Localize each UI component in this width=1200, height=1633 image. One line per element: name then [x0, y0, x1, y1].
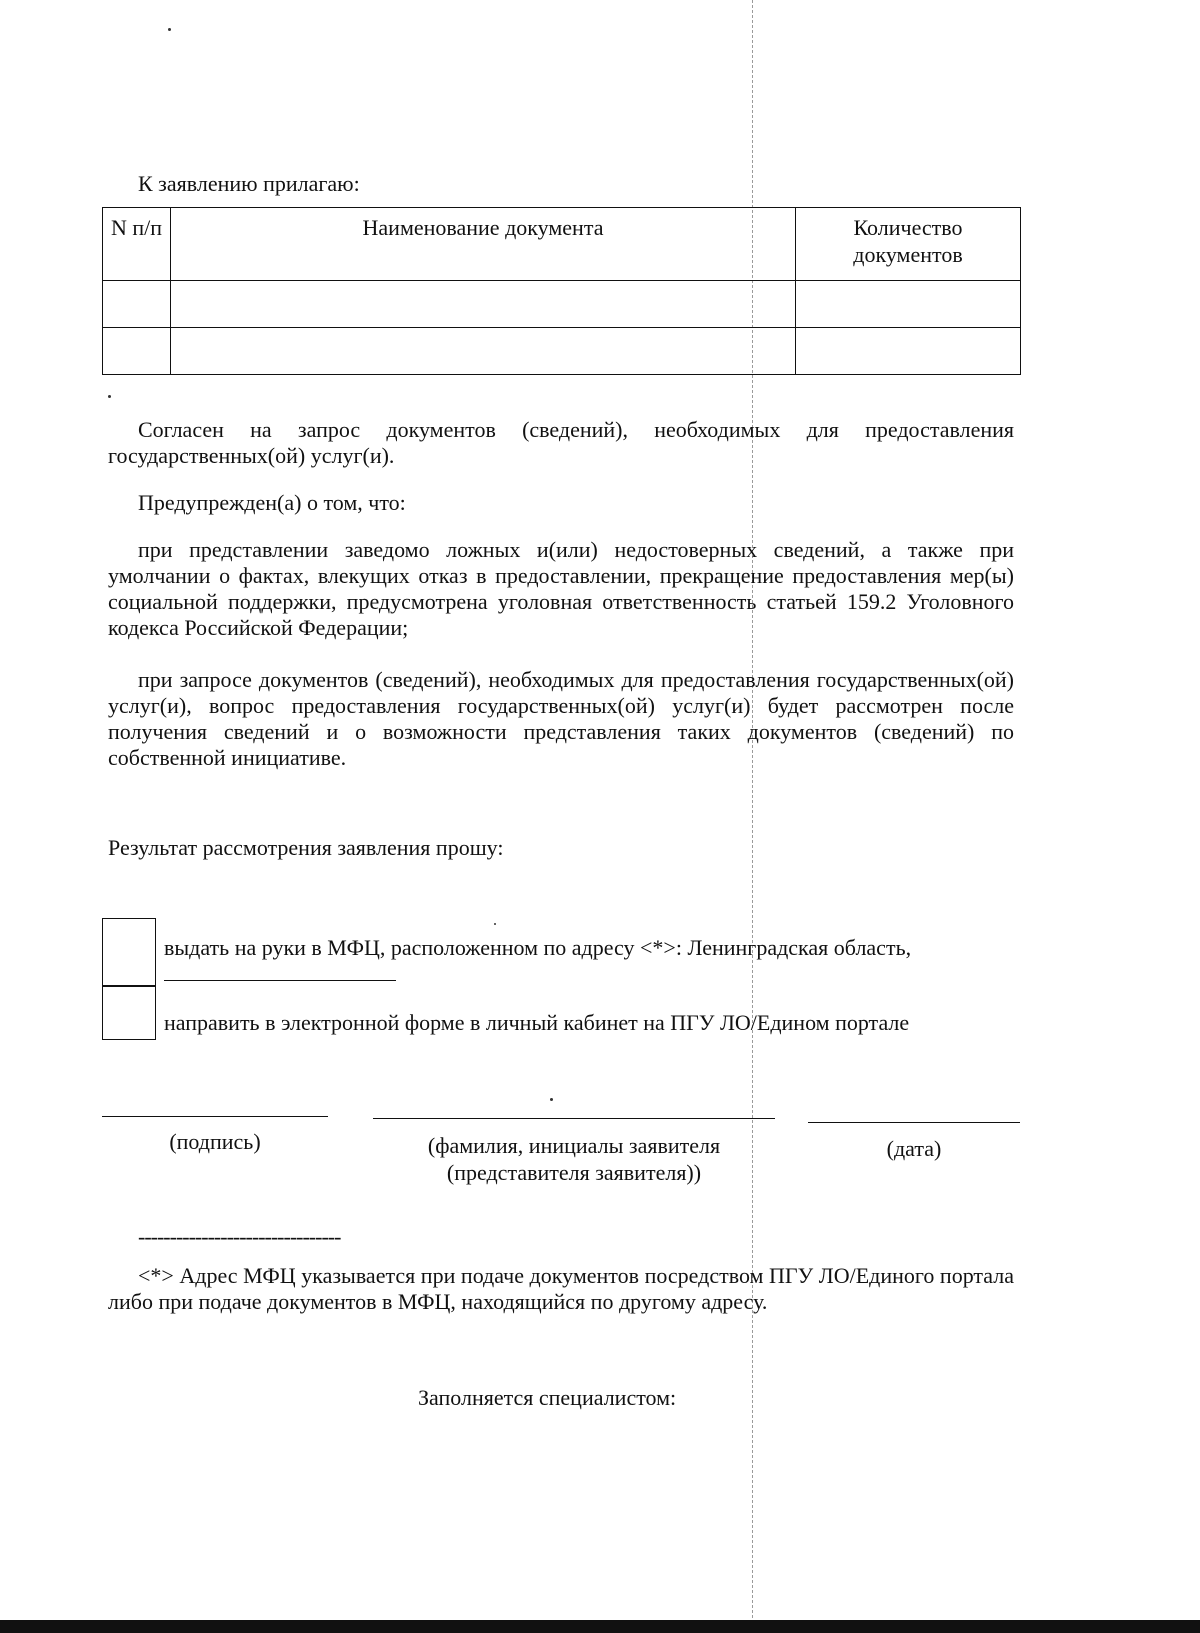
- specialist-heading: Заполняется специалистом:: [418, 1385, 677, 1410]
- header-document-name: Наименование документа: [171, 208, 796, 281]
- cell-num[interactable]: [103, 328, 171, 375]
- cell-count[interactable]: [796, 281, 1021, 328]
- signature-line[interactable]: [102, 1116, 328, 1117]
- date-line[interactable]: [808, 1122, 1020, 1123]
- scan-speck: [108, 395, 111, 398]
- table-header-row: [103, 208, 1021, 281]
- applicant-name-caption: [373, 1132, 775, 1186]
- cell-name[interactable]: [171, 281, 796, 328]
- warning-criminal-liability: при представлении заведомо ложных и(или) недостоверных сведений, а также при умолчании о фактах, влекущих отказ в предоставлении, прекращение предоставления мер(ы) социальной поддержки, предусмотрена уголовная ответственность статьей 159.2 Уголовного кодекса Российской Федерации;: [108, 537, 1014, 640]
- cell-count[interactable]: [796, 328, 1021, 375]
- applicant-name-caption-line1: (фамилия, инициалы заявителя: [427, 1133, 721, 1158]
- consent-paragraph: Согласен на запрос документов (сведений), необходимых для предоставления государственных(ой) услуг(и).: [108, 417, 1014, 468]
- footnote-text: <*> Адрес МФЦ указывается при подаче документов посредством ПГУ ЛО/Единого портала либо при подаче документов в МФЦ, находящийся по другому адресу.: [108, 1263, 1014, 1314]
- documents-table: [102, 207, 1021, 375]
- header-document-count: Количество документов: [796, 208, 1021, 281]
- scan-bottom-edge: [0, 1620, 1200, 1633]
- footnote-rule: --------------------------------: [138, 1224, 341, 1249]
- mfc-pickup-label: выдать на руки в МФЦ, расположенном по адресу <*>: Ленинградская область,: [164, 935, 912, 960]
- header-num: N п/п: [103, 208, 171, 281]
- table-row: [103, 328, 1021, 375]
- attach-heading: К заявлению прилагаю:: [138, 171, 360, 196]
- mfc-pickup-checkbox[interactable]: [102, 918, 156, 987]
- applicant-name-caption-line2: (представителя заявителя)): [446, 1160, 702, 1185]
- cell-num[interactable]: [103, 281, 171, 328]
- table-row: [103, 281, 1021, 328]
- applicant-name-line[interactable]: [373, 1118, 775, 1119]
- warning-document-request: при запросе документов (сведений), необходимых для предоставления государственных(ой) услуг(и), вопрос предоставления государственных(ой) услуг(и) будет рассмотрен после получения сведений и о возможности представления таких документов (сведений) по собственной инициативе.: [108, 667, 1014, 770]
- electronic-delivery-checkbox[interactable]: [102, 985, 156, 1040]
- cell-name[interactable]: [171, 328, 796, 375]
- scan-speck: [168, 28, 171, 31]
- date-caption: (дата): [886, 1136, 942, 1161]
- mfc-address-line[interactable]: [164, 980, 396, 981]
- signature-caption: (подпись): [169, 1129, 261, 1154]
- result-heading: Результат рассмотрения заявления прошу:: [108, 835, 504, 860]
- scan-speck: [494, 923, 496, 925]
- warned-heading: Предупрежден(а) о том, что:: [138, 490, 406, 515]
- electronic-delivery-label: направить в электронной форме в личный кабинет на ПГУ ЛО/Едином портале: [164, 1010, 910, 1035]
- scan-speck: [550, 1098, 553, 1101]
